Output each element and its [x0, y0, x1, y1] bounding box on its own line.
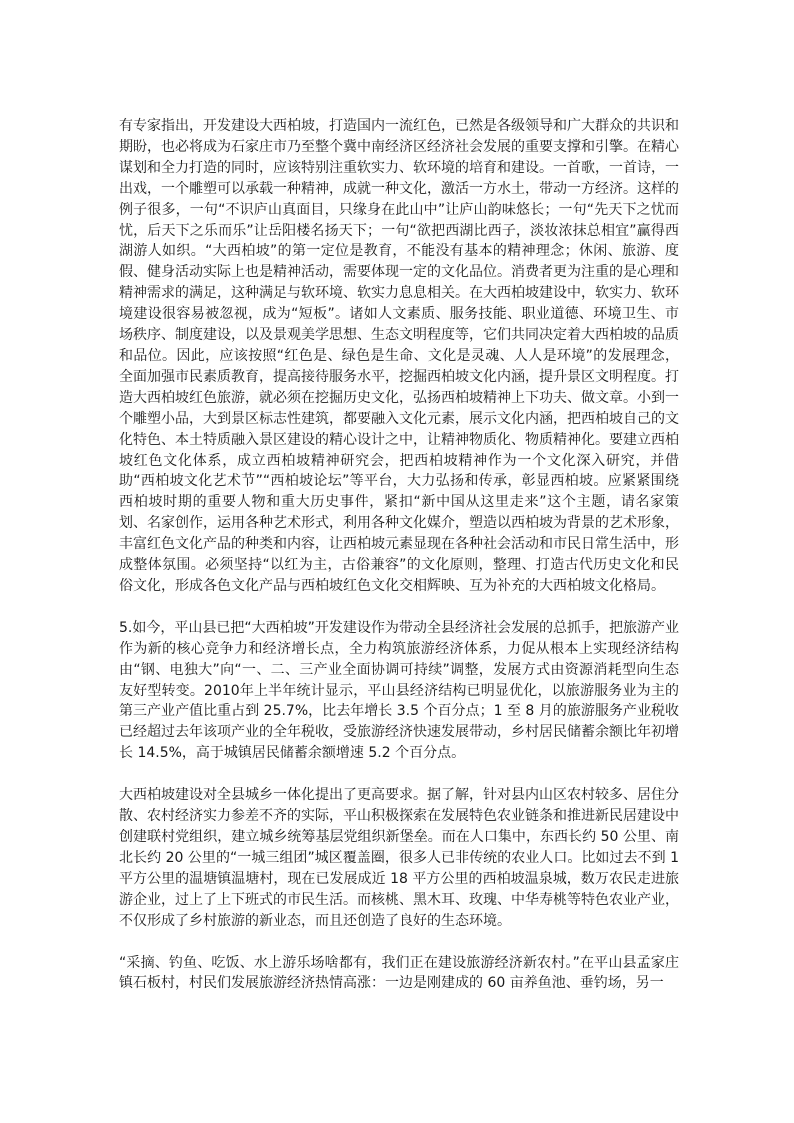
- paragraph-urban-rural: 大西柏坡建设对全县城乡一体化提出了更高要求。据了解，针对县内山区农村较多、居住分散、农村经济实力参差不齐的实际，平山积极探索在发展特色农业链条和推进新民居建设中创建联村党组织，建立城乡统筹基层党组织新堡垒。而在人口集中，东西长约 50 公里、南北长约 20 公里的“一城三组团”城区覆盖圈，很多人已非传统的农业人口。比如过去不到 1 平方公里的温塘镇温塘村，现在已发展成近 18 平方公里的西柏坡温泉城，数万农民走进旅游企业，过上了上下班式的市民生活。而核桃、黑木耳、玫瑰、中华寿桃等特色农业产业，不仅形成了乡村旅游的新业态，而且还创造了良好的生态环境。: [119, 787, 679, 929]
- paragraph-village: “采摘、钓鱼、吃饭、水上游乐场啥都有，我们正在建设旅游经济新农村。”在平山县孟家庄镇石板村，村民们发展旅游经济热情高涨：一边是刚建成的 60 亩养鱼池、垂钓场，另一: [119, 954, 679, 992]
- paragraph-economy: 5.如今，平山县已把“大西柏坡”开发建设作为带动全县经济社会发展的总抓手，把旅游产业作为新的核心竞争力和经济增长点，全力构筑旅游经济体系，力促从根本上实现经济结构由“钢、电独大”向“一、二、三产业全面协调可持续”调整，发展方式由资源消耗型向生态友好型转变。2010年上半年统计显示，平山县经济结构已明显优化，以旅游服务业为主的第三产业产值比重占到 25.7%，比去年增长 3.5 个百分点；1 至 8 月的旅游服务产业税收已经超过去年该项产业的全年税收，受旅游经济快速发展带动，乡村居民储蓄余额比年初增长 14.5%，高于城镇居民储蓄余额增速 5.2 个百分点。: [119, 619, 679, 762]
- document-page: [119, 116, 679, 1015]
- paragraph-culture: 有专家指出，开发建设大西柏坡，打造国内一流红色，已然是各级领导和广大群众的共识和期盼，也必将成为石家庄市乃至整个冀中南经济区经济社会发展的重要支撑和引擎。在精心谋划和全力打造的同时，应该特别注重软实力、软环境的培育和建设。一首歌，一首诗，一出戏，一个雕塑可以承载一种精神，成就一种文化，激活一方水土，带动一方经济。这样的例子很多，一句“不识庐山真面目，只缘身在此山中”让庐山韵味悠长；一句“先天下之忧而忧，后天下之乐而乐”让岳阳楼名扬天下；一句“欲把西湖比西子，淡妆浓抹总相宜”赢得西湖游人如织。“大西柏坡”的第一定位是教育，不能没有基本的精神理念；休闲、旅游、度假、健身活动实际上也是精神活动，需要体现一定的文化品位。消费者更为注重的是心理和精神需求的满足，这种满足与软环境、软实力息息相关。在大西柏坡建设中，软实力、软环境建设很容易被忽视，成为“短板”。诸如人文素质、服务技能、职业道德、环境卫生、市场秩序、制度建设，以及景观美学思想、生态文明程度等，它们共同决定着大西柏坡的品质和品位。因此，应该按照“红色是、绿色是生命、文化是灵魂、人人是环境”的发展理念，全面加强市民素质教育，提高接待服务水平，挖掘西柏坡文化内涵，提升景区文明程度。打造大西柏坡红色旅游，就必须在挖掘历史文化，弘扬西柏坡精神上下功夫、做文章。小到一个雕塑小品，大到景区标志性建筑，都要融入文化元素，展示文化内涵，把西柏坡自己的文化特色、本土特质融入景区建设的精心设计之中，让精神物质化、物质精神化。要建立西柏坡红色文化体系，成立西柏坡精神研究会，把西柏坡精神作为一个文化深入研究，并借助“西柏坡文化艺术节”“西柏坡论坛”等平台，大力弘扬和传承，彰显西柏坡。应紧紧围绕西柏坡时期的重要人物和重大历史事件，紧扣“新中国从这里走来”这个主题，请名家策划、名家创作，运用各种艺术形式，利用各种文化媒介，塑造以西柏坡为背景的艺术形象，丰富红色文化产品的种类和内容，让西柏坡元素显现在各种社会活动和市民日常生活中，形成整体氛围。必须坚持“以红为主，古俗兼容”的文化原则，整理、打造古代历史文化和民俗文化，形成各色文化产品与西柏坡红色文化交相辉映、互为补充的大西柏坡文化格局。: [119, 118, 679, 594]
